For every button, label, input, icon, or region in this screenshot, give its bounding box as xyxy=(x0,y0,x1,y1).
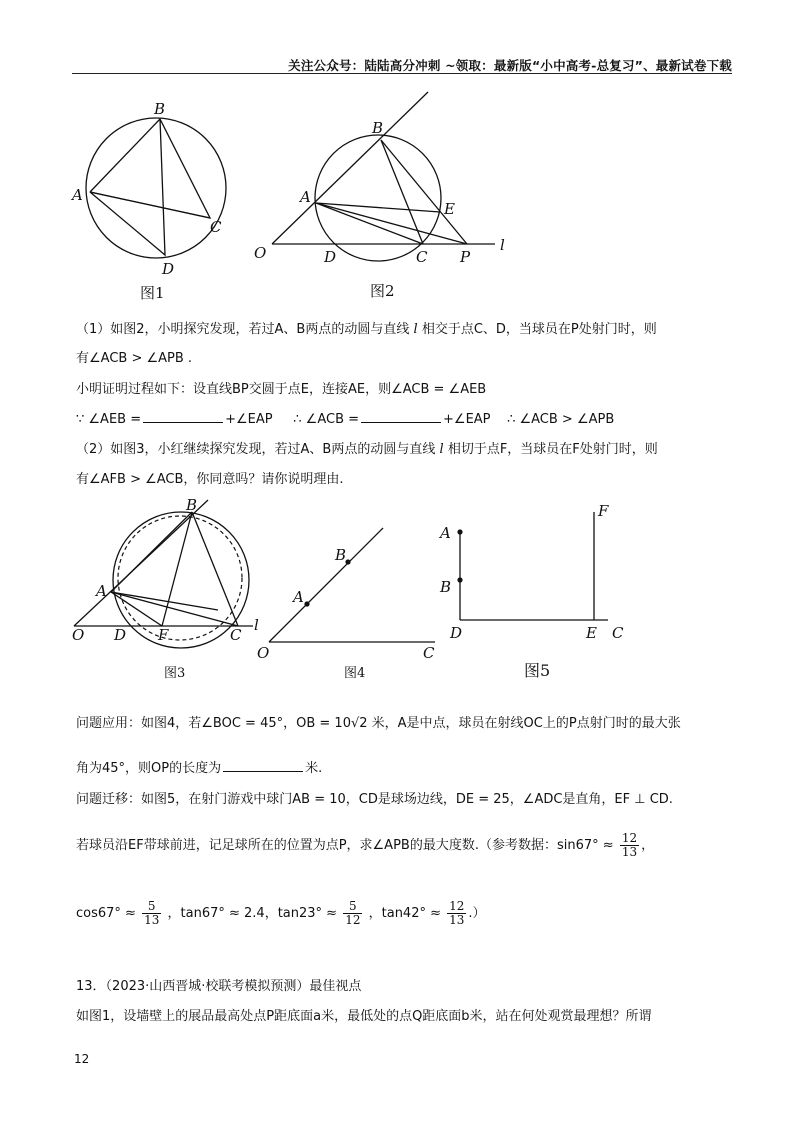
page-header: 关注公众号：陆陆高分冲刺 ~领取：最新版“小中高考-总复习”、最新试卷下载 xyxy=(288,58,732,73)
fig5-label-b: B xyxy=(440,578,452,596)
fig1-caption: 图1 xyxy=(140,284,165,302)
figure-2 xyxy=(250,86,530,276)
fig2-label-p: P xyxy=(460,248,471,266)
fraction-tan42: $\frac{12}{13}$ xyxy=(449,899,465,927)
text-line-9: 问题迁移：如图5，在射门游戏中球门AB = 10，CD是球场边线，DE = 25，∠ADC是直角，EF ⊥ CD. xyxy=(76,792,673,807)
figure-3 xyxy=(68,496,268,660)
fig1-label-b: B xyxy=(154,100,166,118)
header-rule xyxy=(72,73,732,74)
fig2-label-c: C xyxy=(416,248,428,266)
fig4-caption: 图4 xyxy=(344,666,366,681)
text-line-3: 小明证明过程如下：设直线BP交圆于点E，连接AE，则∠ACB = ∠AEB xyxy=(76,382,487,397)
text-line-13: 如图1，设墙壁上的展品最高处点P距底面a米，最低处的点Q距底面b米，站在何处观赏最理想？所谓 xyxy=(76,1009,652,1024)
answer-blank-2[interactable] xyxy=(361,410,441,423)
fig5-label-a: A xyxy=(440,524,451,542)
text-line-10: 若球员沿EF带球前进，记足球所在的位置为点P，求∠APB的最大度数.（参考数据：sin67° ≈ $\frac{12}{13}$ ， xyxy=(76,831,655,859)
fig1-label-d: D xyxy=(162,260,175,278)
text-line-6: 有∠AFB > ∠ACB，你同意吗？请你说明理由. xyxy=(76,472,344,487)
fig5-label-d: D xyxy=(450,624,463,642)
text-line-5: （2）如图3，小红继续探究发现，若过A、B两点的动圆与直线 l 相切于点F，当球员在F处射门时，则 xyxy=(76,442,658,457)
text-line-11: cos67° ≈ $\frac{5}{13}$ ，tan67° ≈ 2.4，tan23° ≈ $\frac{5}{12}$ ，tan42° ≈ $\frac{12}{13}$ .） xyxy=(76,899,486,927)
fig5-label-c: C xyxy=(612,624,624,642)
fig3-label-l: l xyxy=(254,616,259,634)
text-line-2: 有∠ACB > ∠APB . xyxy=(76,351,193,366)
figure-1 xyxy=(70,100,240,280)
fig5-label-e: E xyxy=(586,624,597,642)
fig3-label-d: D xyxy=(114,626,127,644)
fig3-caption: 图3 xyxy=(164,666,186,681)
fig4-label-c: C xyxy=(423,644,435,662)
fig2-label-b: B xyxy=(372,119,384,137)
text-line-4: ∵ ∠AEB = +∠EAP ∴ ∠ACB = +∠EAP ∴ ∠ACB > ∠APB xyxy=(76,412,615,427)
fig3-label-f: F xyxy=(158,626,169,644)
answer-blank-3[interactable] xyxy=(223,759,303,772)
page-number: 12 xyxy=(74,1052,90,1066)
fig3-label-b: B xyxy=(186,496,198,514)
text-line-12: 13．（2023·山西晋城·校联考模拟预测）最佳视点 xyxy=(76,979,362,994)
fig2-label-d: D xyxy=(324,248,337,266)
fig4-label-a: A xyxy=(293,588,304,606)
figure-5 xyxy=(436,500,636,650)
text-line-8: 角为45°，则OP的长度为 米. xyxy=(76,761,323,776)
fig5-caption: 图5 xyxy=(524,661,551,680)
fig1-label-a: A xyxy=(72,186,83,204)
fraction-sin67: $\frac{12}{13}$ xyxy=(621,831,638,859)
text-line-1: （1）如图2，小明探究发现，若过A、B两点的动圆与直线 l 相交于点C、D，当球员在P处射门时，则 xyxy=(76,322,657,337)
fig1-label-c: C xyxy=(210,218,222,236)
fig2-label-e: E xyxy=(444,200,455,218)
fig5-label-f: F xyxy=(598,502,609,520)
fraction-cos67: $\frac{5}{13}$ xyxy=(144,899,160,927)
text-line-7: 问题应用：如图4，若∠BOC = 45°，OB = 10√2 米，A是中点，球员在射线OC上的P点射门时的最大张 xyxy=(76,716,681,731)
figure-4 xyxy=(255,520,445,660)
fig4-label-b: B xyxy=(335,546,347,564)
fig4-label-o: O xyxy=(257,644,270,662)
fig3-label-a: A xyxy=(96,582,107,600)
fig3-label-o: O xyxy=(72,626,85,644)
fig2-label-a: A xyxy=(300,188,311,206)
fig3-label-c: C xyxy=(230,626,242,644)
fig2-label-o: O xyxy=(254,244,267,262)
fraction-tan23: $\frac{5}{12}$ xyxy=(345,899,361,927)
answer-blank-1[interactable] xyxy=(143,410,223,423)
fig2-label-l: l xyxy=(500,236,505,254)
fig2-caption: 图2 xyxy=(370,282,395,300)
